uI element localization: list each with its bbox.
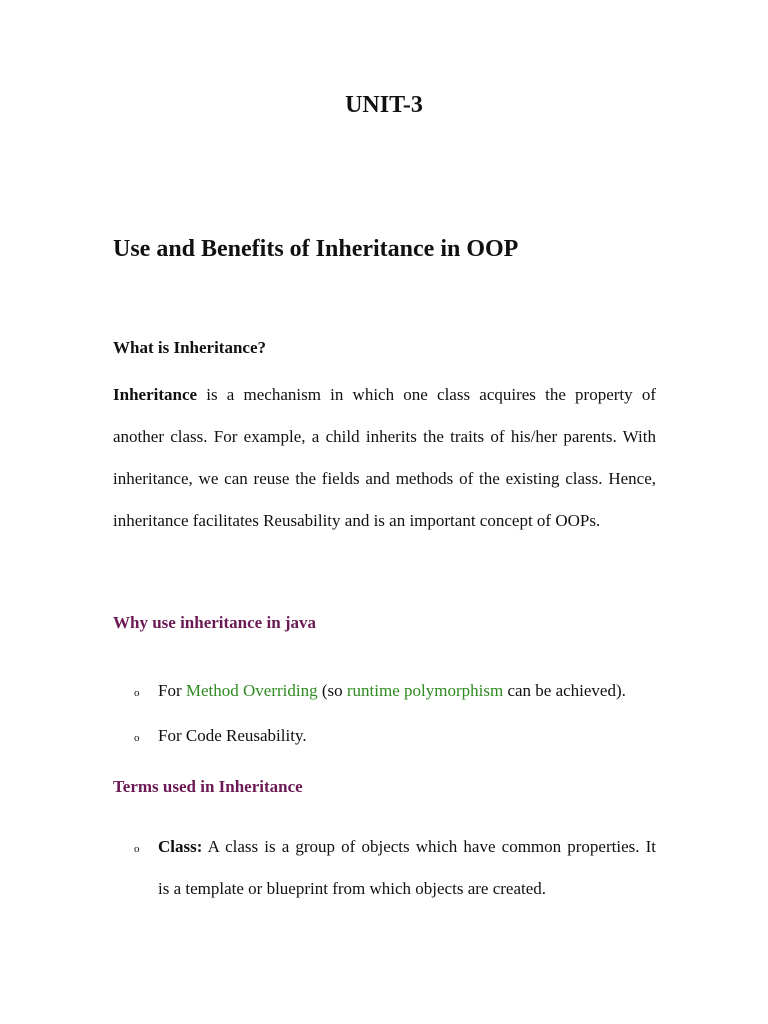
terms-list bbox=[134, 826, 656, 913]
class-definition-text: A class is a group of objects which have common properties. It bbox=[207, 837, 657, 856]
paragraph-line-4: inheritance facilitates Reusability and is an important concept of OOPs. bbox=[113, 511, 601, 530]
paragraph-line-1-text: is a mechanism in which one class acquires the property of bbox=[206, 385, 657, 404]
what-is-inheritance-heading: What is Inheritance? bbox=[113, 338, 266, 357]
term-line-1 bbox=[158, 826, 656, 868]
paragraph-line-2: another class. For example, a child inherits the traits of his/her parents. With bbox=[113, 427, 656, 446]
terms-used-heading: Terms used in Inheritance bbox=[113, 777, 303, 796]
inheritance-term: Inheritance bbox=[113, 385, 198, 404]
main-heading: Use and Benefits of Inheritance in OOP bbox=[113, 236, 519, 262]
list-item bbox=[134, 715, 656, 757]
method-overriding-link[interactable]: Method Overriding bbox=[185, 681, 318, 700]
why-use-list bbox=[134, 670, 656, 760]
class-term: Class: bbox=[158, 837, 203, 856]
item-mid: (so bbox=[321, 681, 343, 700]
item-suffix: can be achieved). bbox=[507, 681, 626, 700]
bullet-icon: o bbox=[134, 732, 140, 744]
item-text: For Code Reusability. bbox=[158, 726, 307, 745]
runtime-polymorphism-link[interactable]: runtime polymorphism bbox=[346, 681, 504, 700]
unit-title: UNIT-3 bbox=[345, 92, 423, 118]
term-line-2: is a template or blueprint from which objects are created. bbox=[158, 879, 547, 898]
paragraph-line-3: inheritance, we can reuse the fields and methods of the existing class. Hence, bbox=[113, 469, 656, 488]
bullet-icon: o bbox=[134, 843, 140, 855]
bullet-icon: o bbox=[134, 687, 140, 699]
paragraph-line-1 bbox=[113, 374, 656, 416]
why-use-inheritance-heading: Why use inheritance in java bbox=[113, 613, 317, 632]
list-item bbox=[134, 670, 656, 712]
inheritance-definition-paragraph bbox=[113, 374, 656, 542]
item-prefix: For bbox=[158, 681, 182, 700]
list-item bbox=[134, 826, 656, 910]
